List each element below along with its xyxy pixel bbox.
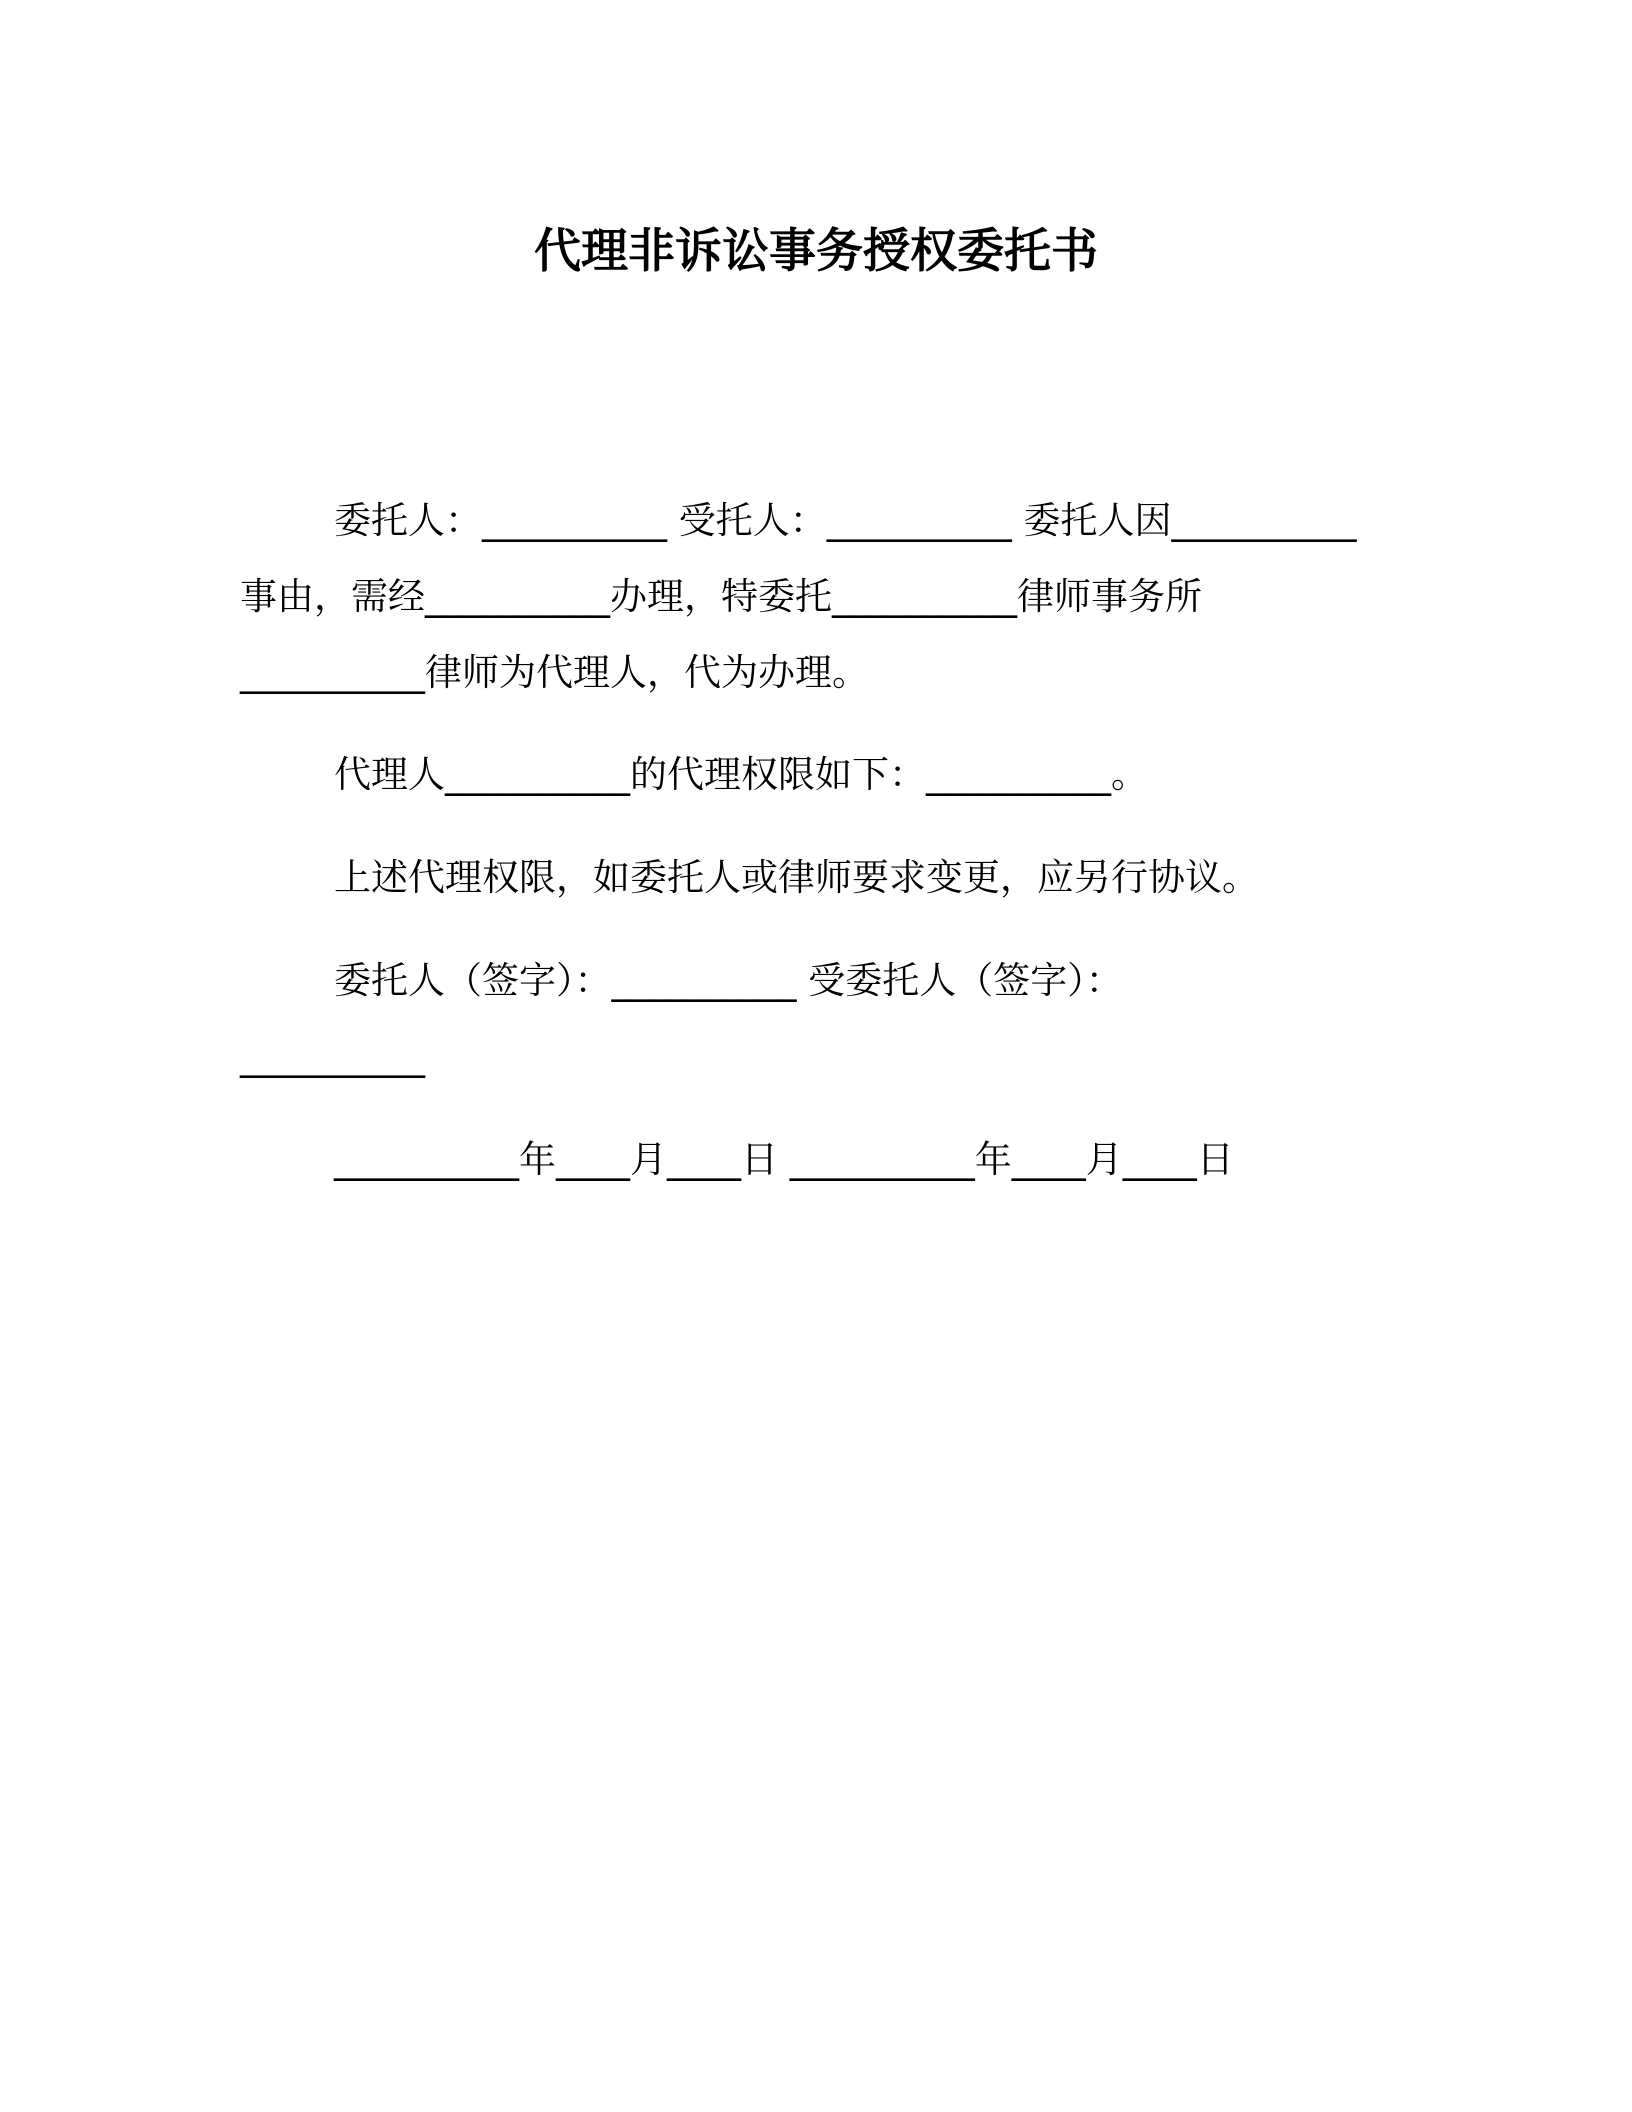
paragraph-authority-scope: 代理人__________的代理权限如下：__________。 — [334, 753, 1148, 796]
date-line: __________年____月____日 __________年____月____日 — [334, 1138, 1234, 1181]
paragraph-parties-line: 委托人：__________ 受托人：__________ 委托人因__________ — [334, 499, 1357, 542]
paragraph-lawyer-line: __________律师为代理人，代为办理。 — [240, 651, 869, 694]
paragraph-change-clause: 上述代理权限，如委托人或律师要求变更，应另行协议。 — [334, 856, 1259, 899]
signature-blank-continuation: __________ — [240, 1035, 425, 1078]
paragraph-matter-line: 事由，需经__________办理，特委托__________律师事务所 — [240, 575, 1202, 618]
document-title: 代理非诉讼事务授权委托书 — [534, 224, 1098, 279]
signature-line: 委托人（签字）：__________ 受委托人（签字）： — [334, 959, 1123, 1002]
